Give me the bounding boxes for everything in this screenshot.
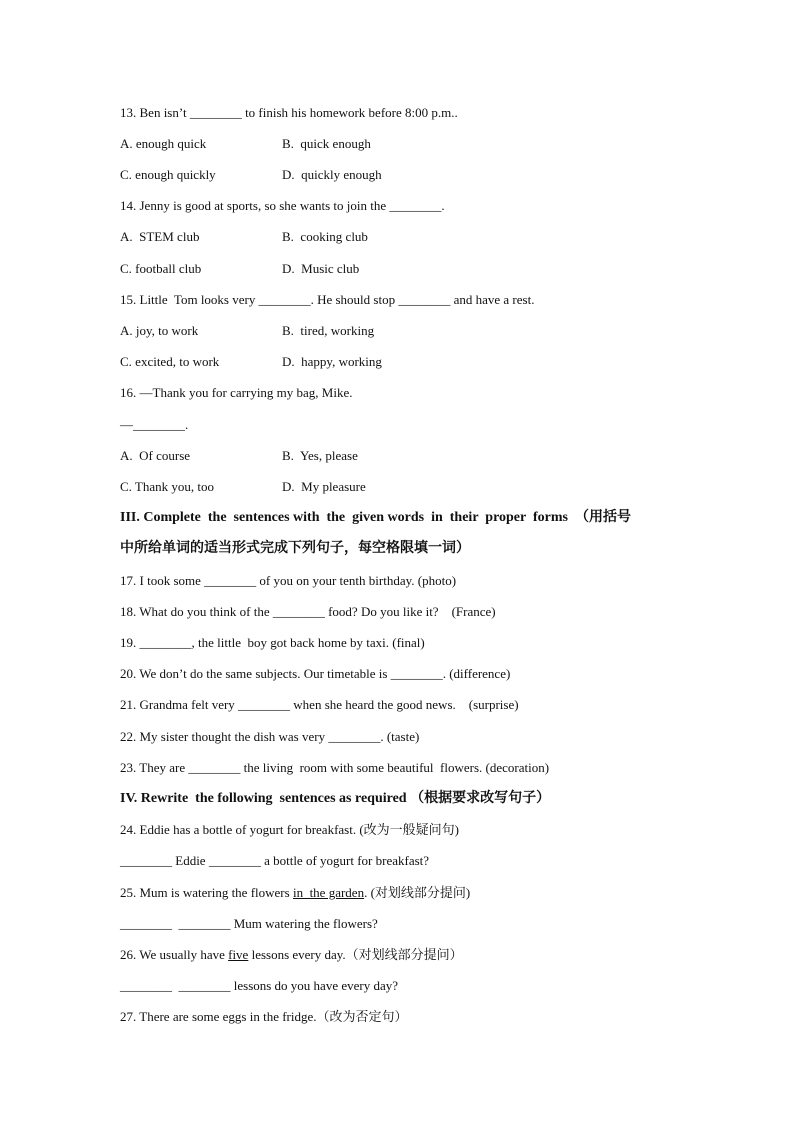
question-26-answer-line: ________ ________ lessons do you have every day? <box>120 978 399 993</box>
q14-option-a: A. STEM club <box>120 229 200 244</box>
q14-option-d: D. Music club <box>282 261 360 276</box>
q26-stem-instruction: lessons every day.（对划线部分提问） <box>248 947 463 962</box>
q16-option-a: A. Of course <box>120 448 191 463</box>
q13-option-b: B. quick enough <box>282 136 371 151</box>
q25-stem-text: 25. Mum is watering the flowers <box>120 885 293 900</box>
q26-stem-text: 26. We usually have <box>120 947 229 962</box>
question-24-stem: 24. Eddie has a bottle of yogurt for breakfast. (改为一般疑问句) <box>120 822 460 837</box>
q14-option-b: B. cooking club <box>282 229 368 244</box>
question-26-stem <box>120 946 463 964</box>
question-23: 23. They are ________ the living room with some beautiful flowers. (decoration) <box>120 760 550 775</box>
q16-option-d: D. My pleasure <box>282 479 366 494</box>
question-15-stem: 15. Little Tom looks very ________. He should stop ________ and have a rest. <box>120 292 535 307</box>
q14-option-c: C. football club <box>120 261 202 276</box>
q15-option-b: B. tired, working <box>282 323 375 338</box>
q25-stem-instruction: . (对划线部分提问) <box>364 885 471 900</box>
q15-option-c: C. excited, to work <box>120 354 220 369</box>
question-18: 18. What do you think of the ________ food? Do you like it? (France) <box>120 604 496 619</box>
section-4-heading: IV. Rewrite the following sentences as required （根据要求改写句子） <box>120 791 551 806</box>
question-17: 17. I took some ________ of you on your tenth birthday. (photo) <box>120 573 457 588</box>
question-13-stem: 13. Ben isn’t ________ to finish his homework before 8:00 p.m.. <box>120 105 458 120</box>
question-25-stem <box>120 884 470 902</box>
q25-underlined-phrase: in the garden <box>292 885 365 900</box>
question-16-stem: 16. —Thank you for carrying my bag, Mike. <box>120 385 353 400</box>
q13-option-d: D. quickly enough <box>282 167 382 182</box>
question-24-answer-line: ________ Eddie ________ a bottle of yogurt for breakfast? <box>120 853 430 868</box>
question-22: 22. My sister thought the dish was very ________. (taste) <box>120 729 420 744</box>
question-25-answer-line: ________ ________ Mum watering the flowers? <box>120 916 378 931</box>
question-27-stem: 27. There are some eggs in the fridge.（改为否定句） <box>120 1009 408 1024</box>
q15-option-a: A. joy, to work <box>120 323 199 338</box>
q16-option-b: B. Yes, please <box>282 448 358 463</box>
question-19: 19. ________, the little boy got back home by taxi. (final) <box>120 635 425 650</box>
section-3-heading-line-1: III. Complete the sentences with the given words in their proper forms （用括号 <box>120 510 631 525</box>
question-16-reply: —________. <box>120 417 189 432</box>
q13-option-c: C. enough quickly <box>120 167 216 182</box>
q13-option-a: A. enough quick <box>120 136 207 151</box>
question-14-stem: 14. Jenny is good at sports, so she wants to join the ________. <box>120 198 445 213</box>
q15-option-d: D. happy, working <box>282 354 382 369</box>
q16-option-c: C. Thank you, too <box>120 479 215 494</box>
question-21: 21. Grandma felt very ________ when she heard the good news. (surprise) <box>120 697 519 712</box>
q26-underlined-word: five <box>228 947 249 962</box>
question-20: 20. We don’t do the same subjects. Our timetable is ________. (difference) <box>120 666 511 681</box>
section-3-heading-line-2: 中所给单词的适当形式完成下列句子，每空格限填一词） <box>120 541 470 556</box>
